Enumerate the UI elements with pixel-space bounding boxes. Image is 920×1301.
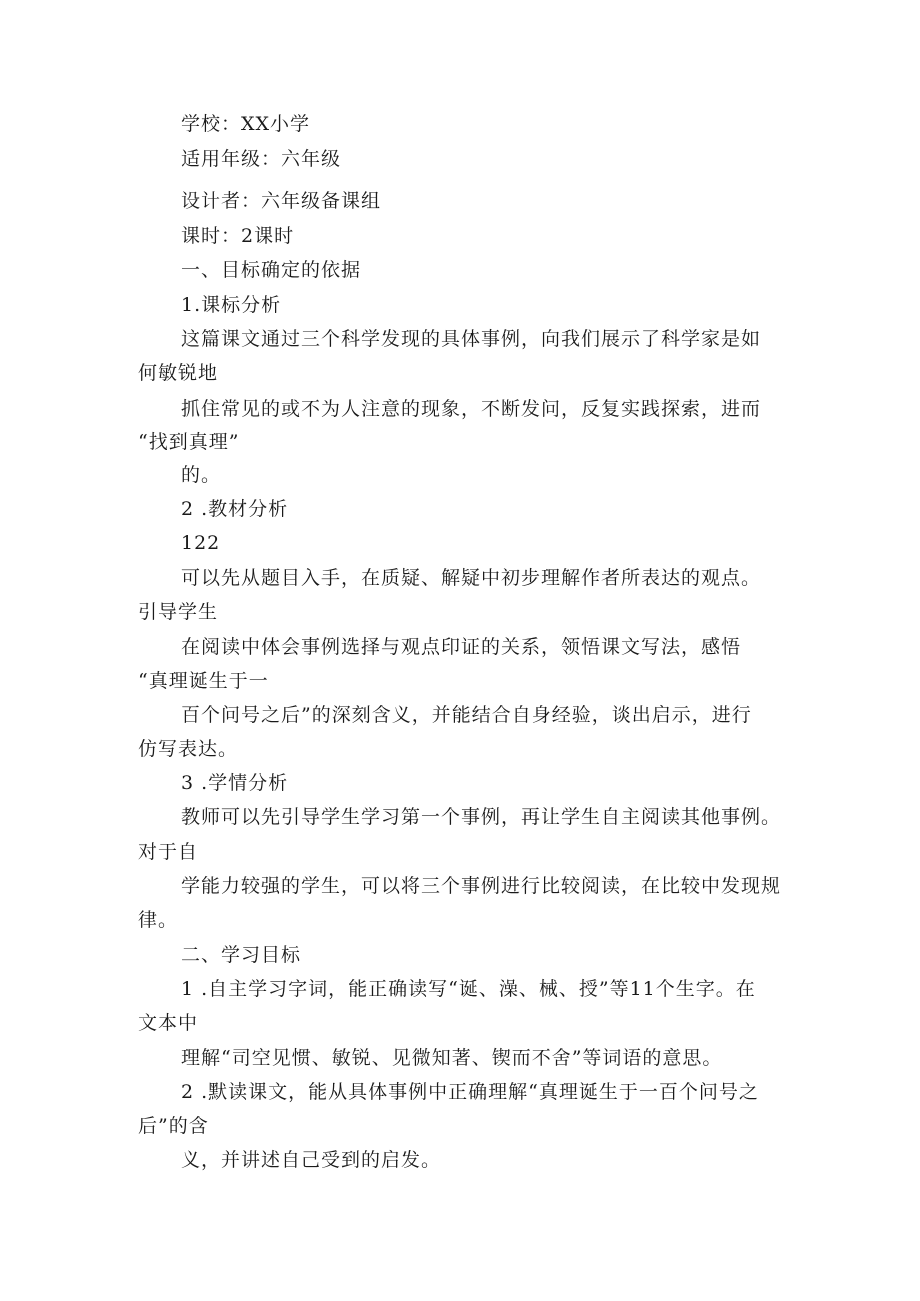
paragraph-line: 可以先从题目入手，在质疑、解疑中初步理解作者所表达的观点。 bbox=[181, 567, 762, 589]
page-number: 122 bbox=[181, 532, 221, 554]
section-2-heading: 二、学习目标 bbox=[181, 944, 302, 966]
designer-line: 设计者：六年级备课组 bbox=[181, 190, 382, 212]
paragraph-line: 在阅读中体会事例选择与观点印证的关系，领悟课文写法，感悟 bbox=[181, 636, 742, 658]
paragraph-line: 引导学生 bbox=[138, 601, 219, 623]
school-line: 学校：XX小学 bbox=[181, 113, 311, 135]
paragraph-line: 抓住常见的或不为人注意的现象，不断发问，反复实践探索，进而 bbox=[181, 398, 762, 420]
goal-line: 理解“司空见惯、敏锐、见微知著、锲而不舍”等词语的意思。 bbox=[181, 1047, 723, 1069]
goal-line: 文本中 bbox=[138, 1012, 199, 1034]
sub-2-heading: 2 .教材分析 bbox=[181, 498, 289, 520]
sub-1-heading: 1.课标分析 bbox=[181, 294, 282, 316]
paragraph-line: 律。 bbox=[138, 909, 179, 931]
goal-line: 2 .默读课文，能从具体事例中正确理解“真理诞生于一百个问号之 bbox=[181, 1081, 759, 1103]
section-1-heading: 一、目标确定的依据 bbox=[181, 259, 362, 281]
paragraph-line: 这篇课文通过三个科学发现的具体事例，向我们展示了科学家是如 bbox=[181, 328, 762, 350]
goal-line: 后”的含 bbox=[138, 1115, 209, 1137]
paragraph-line: 教师可以先引导学生学习第一个事例，再让学生自主阅读其他事例。 bbox=[181, 806, 782, 828]
paragraph-line: “真理诞生于一 bbox=[138, 670, 269, 692]
paragraph-line: 仿写表达。 bbox=[138, 738, 239, 760]
paragraph-line: 何敏锐地 bbox=[138, 362, 219, 384]
paragraph-line: 百个问号之后”的深刻含义，并能结合自身经验，谈出启示，进行 bbox=[181, 704, 752, 726]
hours-line: 课时：2课时 bbox=[181, 225, 295, 247]
grade-line: 适用年级：六年级 bbox=[181, 148, 342, 170]
goal-line: 义，并讲述自己受到的启发。 bbox=[181, 1149, 442, 1171]
paragraph-line: 学能力较强的学生，可以将三个事例进行比较阅读，在比较中发现规 bbox=[181, 875, 782, 897]
paragraph-line: 对于自 bbox=[138, 841, 199, 863]
goal-line: 1 .自主学习字词，能正确读写“诞、澡、械、授”等11个生字。在 bbox=[181, 978, 756, 1000]
paragraph-line: 的。 bbox=[181, 464, 222, 486]
paragraph-line: “找到真理” bbox=[138, 431, 240, 453]
sub-3-heading: 3 .学情分析 bbox=[181, 772, 289, 794]
